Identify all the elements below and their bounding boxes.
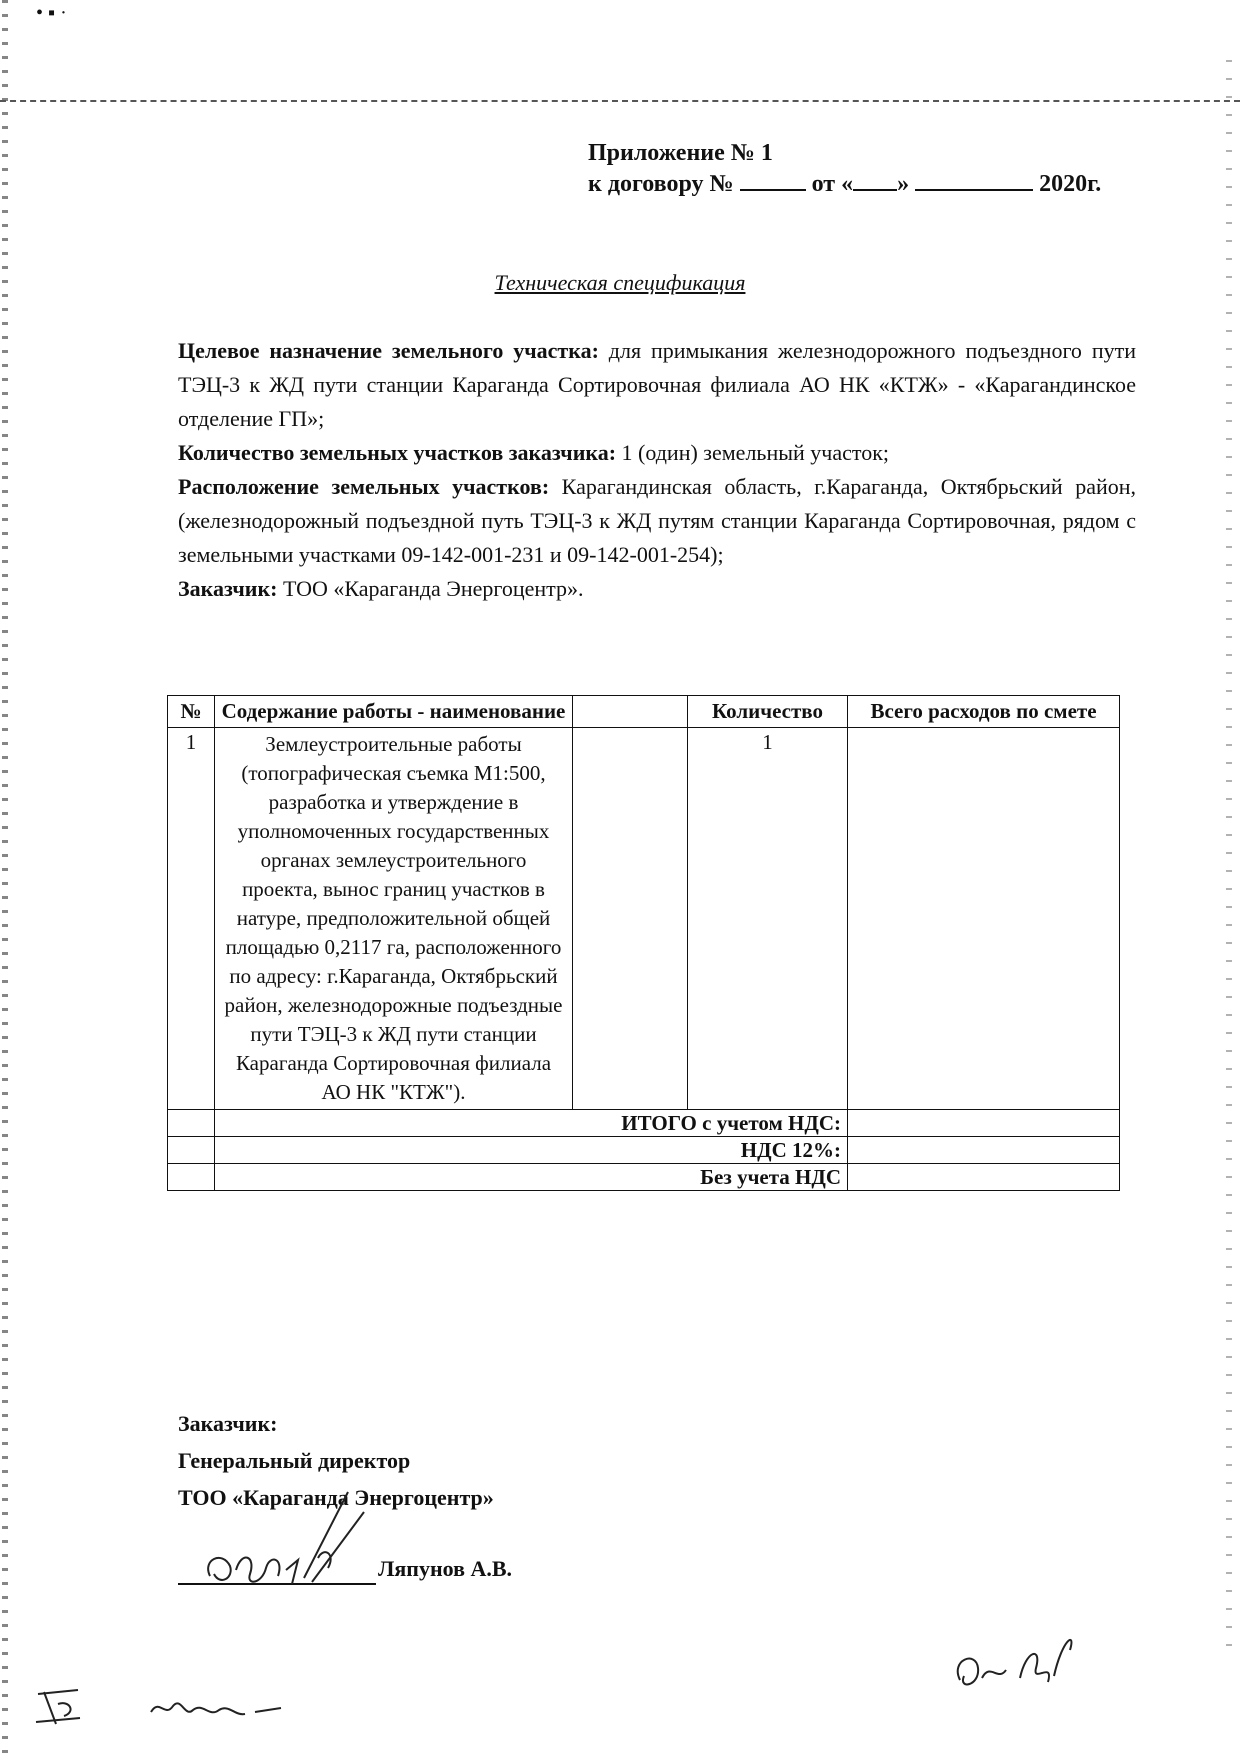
location-text: Карагандинская область, г.Караганда, Октябрьский район, (железнодорожный подъездной путь ТЭЦ-3 к ЖД путям станции Караганда Сортировочная, рядом с земельными участками 09-142-001-231 и 09-142-001-254); [178,474,1137,567]
customer-paragraph [178,572,1136,606]
purpose-text: для примыкания железнодорожного подъездного пути ТЭЦ-3 к ЖД пути станции Караганда Сортировочная филиала АО НК «КТЖ» - «Карагандинское отделение ГП»; [178,338,1136,431]
summary-value-total-with-vat [848,1110,1120,1137]
margin-mark-image [30,1682,90,1732]
signature-company: ТОО «Караганда Энергоцентр» [178,1485,494,1510]
contract-mid: » [897,171,910,197]
scan-edge-right [1226,60,1232,1660]
summary-row-without-vat [168,1164,1120,1191]
summary-label-total-with-vat: ИТОГО с учетом НДС: [215,1110,848,1137]
appendix-label: Приложение № 1 [588,140,773,166]
signature-position: Генеральный директор [178,1448,411,1473]
header-total-cost: Всего расходов по смете [848,696,1120,728]
scan-edge-left [2,0,8,1754]
initials-signature-image [950,1620,1090,1695]
header-num: № [168,696,215,728]
summary-label-vat: НДС 12%: [215,1137,848,1164]
summary-blank-cell [168,1110,215,1137]
table-row [168,728,1120,1110]
table-header-row [168,696,1120,728]
purpose-paragraph [178,334,1136,436]
count-text: 1 (один) земельный участок; [616,440,890,465]
summary-row-total-with-vat [168,1110,1120,1137]
customer-text: ТОО «Караганда Энергоцентр». [277,576,584,601]
customer-label: Заказчик: [178,576,278,601]
count-paragraph [178,436,1136,470]
contract-month-blank [915,171,1033,191]
purpose-label: Целевое назначение земельного участка: [178,338,599,363]
summary-blank-cell [168,1164,215,1191]
signature-role: Заказчик: [178,1411,278,1436]
summary-label-without-vat: Без учета НДС [215,1164,848,1191]
summary-blank-cell [168,1137,215,1164]
header-description: Содержание работы - наименование [215,696,573,728]
scan-corner-marks: • ▪ · [36,2,67,24]
signatory-name: Ляпунов А.В. [378,1556,513,1581]
row-quantity: 1 [688,728,848,1110]
contract-reference [588,171,1101,198]
location-label: Расположение земельных участков: [178,474,550,499]
header-empty [573,696,688,728]
contract-number-blank [740,171,806,191]
row-total [848,728,1120,1110]
row-extra [573,728,688,1110]
intro-block [178,334,1136,606]
header-quantity: Количество [688,696,848,728]
count-label: Количество земельных участков заказчика: [178,440,617,465]
director-signature-image [200,1488,370,1593]
contract-year: 2020г. [1039,171,1102,197]
row-description: Землеустроительные работы (топографическая съемка М1:500, разработка и утверждение в уполномоченных государственных органах землеустроительного проекта, вынос границ участков в натуре, предположительной общей площадью 0,2117 га, расположенного по адресу: г.Караганда, Октябрьский район, железнодорожные подъездные пути ТЭЦ-3 к ЖД пути станции Караганда Сортировочная филиала АО НК "КТЖ"). [215,728,573,1110]
row-num: 1 [168,728,215,1110]
document-title: Техническая спецификация [494,270,746,295]
contract-prefix: к договору № [588,171,734,197]
spec-table [167,695,1120,1191]
fold-line [0,100,1240,102]
contract-from: от « [811,171,854,197]
summary-row-vat [168,1137,1120,1164]
location-paragraph [178,470,1136,572]
margin-initials-image [145,1688,285,1728]
summary-value-vat [848,1137,1120,1164]
summary-value-without-vat [848,1164,1120,1191]
contract-day-blank [853,171,897,191]
